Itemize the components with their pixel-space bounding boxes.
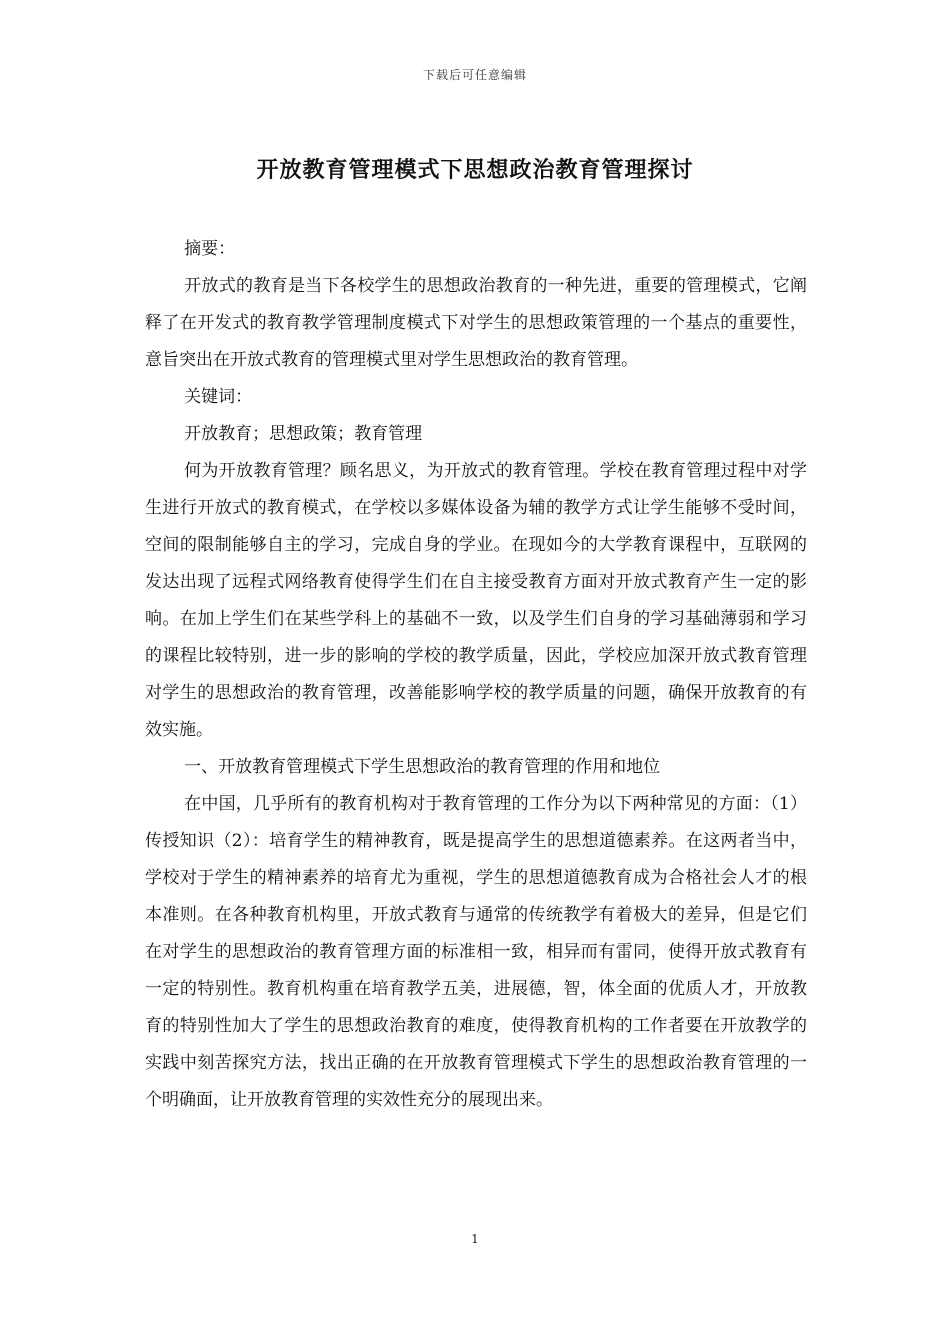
keywords-label: 关键词： bbox=[184, 387, 253, 407]
document-body bbox=[145, 231, 807, 1119]
keywords-text: 开放教育；思想政策；教育管理 bbox=[184, 424, 423, 444]
header-note: 下载后可任意编辑 bbox=[422, 68, 527, 82]
section-heading: 一、开放教育管理模式下学生思想政治的教育管理的作用和地位 bbox=[184, 757, 661, 777]
intro-paragraph: 何为开放教育管理？顾名思义，为开放式的教育管理。学校在教育管理过程中对学生进行开放式的教育模式，在学校以多媒体设备为辅的教学方式让学生能够不受时间，空间的限制能够自主的学习，完成自身的学业。在现如今的大学教育课程中，互联网的发达出现了远程式网络教育使得学生们在自主接受教育方面对开放式教育产生一定的影响。在加上学生们在某些学科上的基础不一致，以及学生们自身的学习基础薄弱和学习的课程比较特别，进一步的影响的学校的教学质量，因此，学校应加深开放式教育管理对学生的思想政治的教育管理，改善能影响学校的教学质量的问题，确保开放教育的有效实施。 bbox=[145, 461, 807, 740]
section-paragraph: 在中国，几乎所有的教育机构对于教育管理的工作分为以下两种常见的方面：（1）传授知识（2）：培育学生的精神教育，既是提高学生的思想道德素养。在这两者当中，学校对于学生的精神素养的培育尤为重视，学生的思想道德教育成为合格社会人才的根本准则。在各种教育机构里，开放式教育与通常的传统教学有着极大的差异，但是它们在对学生的思想政治的教育管理方面的标准相一致，相异而有雷同，使得开放式教育有一定的特别性。教育机构重在培育教学五美，进展德，智，体全面的优质人才，开放教育的特别性加大了学生的思想政治教育的难度，使得教育机构的工作者要在开放教学的实践中刻苦探究方法，找出正确的在开放教育管理模式下学生的思想政治教育管理的一个明确面，让开放教育管理的实效性充分的展现出来。 bbox=[145, 794, 807, 1110]
abstract-label: 摘要： bbox=[184, 239, 236, 259]
abstract-paragraph: 开放式的教育是当下各校学生的思想政治教育的一种先进，重要的管理模式，它阐释了在开发式的教育教学管理制度模式下对学生的思想政策管理的一个基点的重要性，意旨突出在开放式教育的管理模式里对学生思想政治的教育管理。 bbox=[145, 276, 807, 370]
page-number: 1 bbox=[471, 1232, 479, 1246]
document-title: 开放教育管理模式下思想政治教育管理探讨 bbox=[256, 157, 694, 183]
